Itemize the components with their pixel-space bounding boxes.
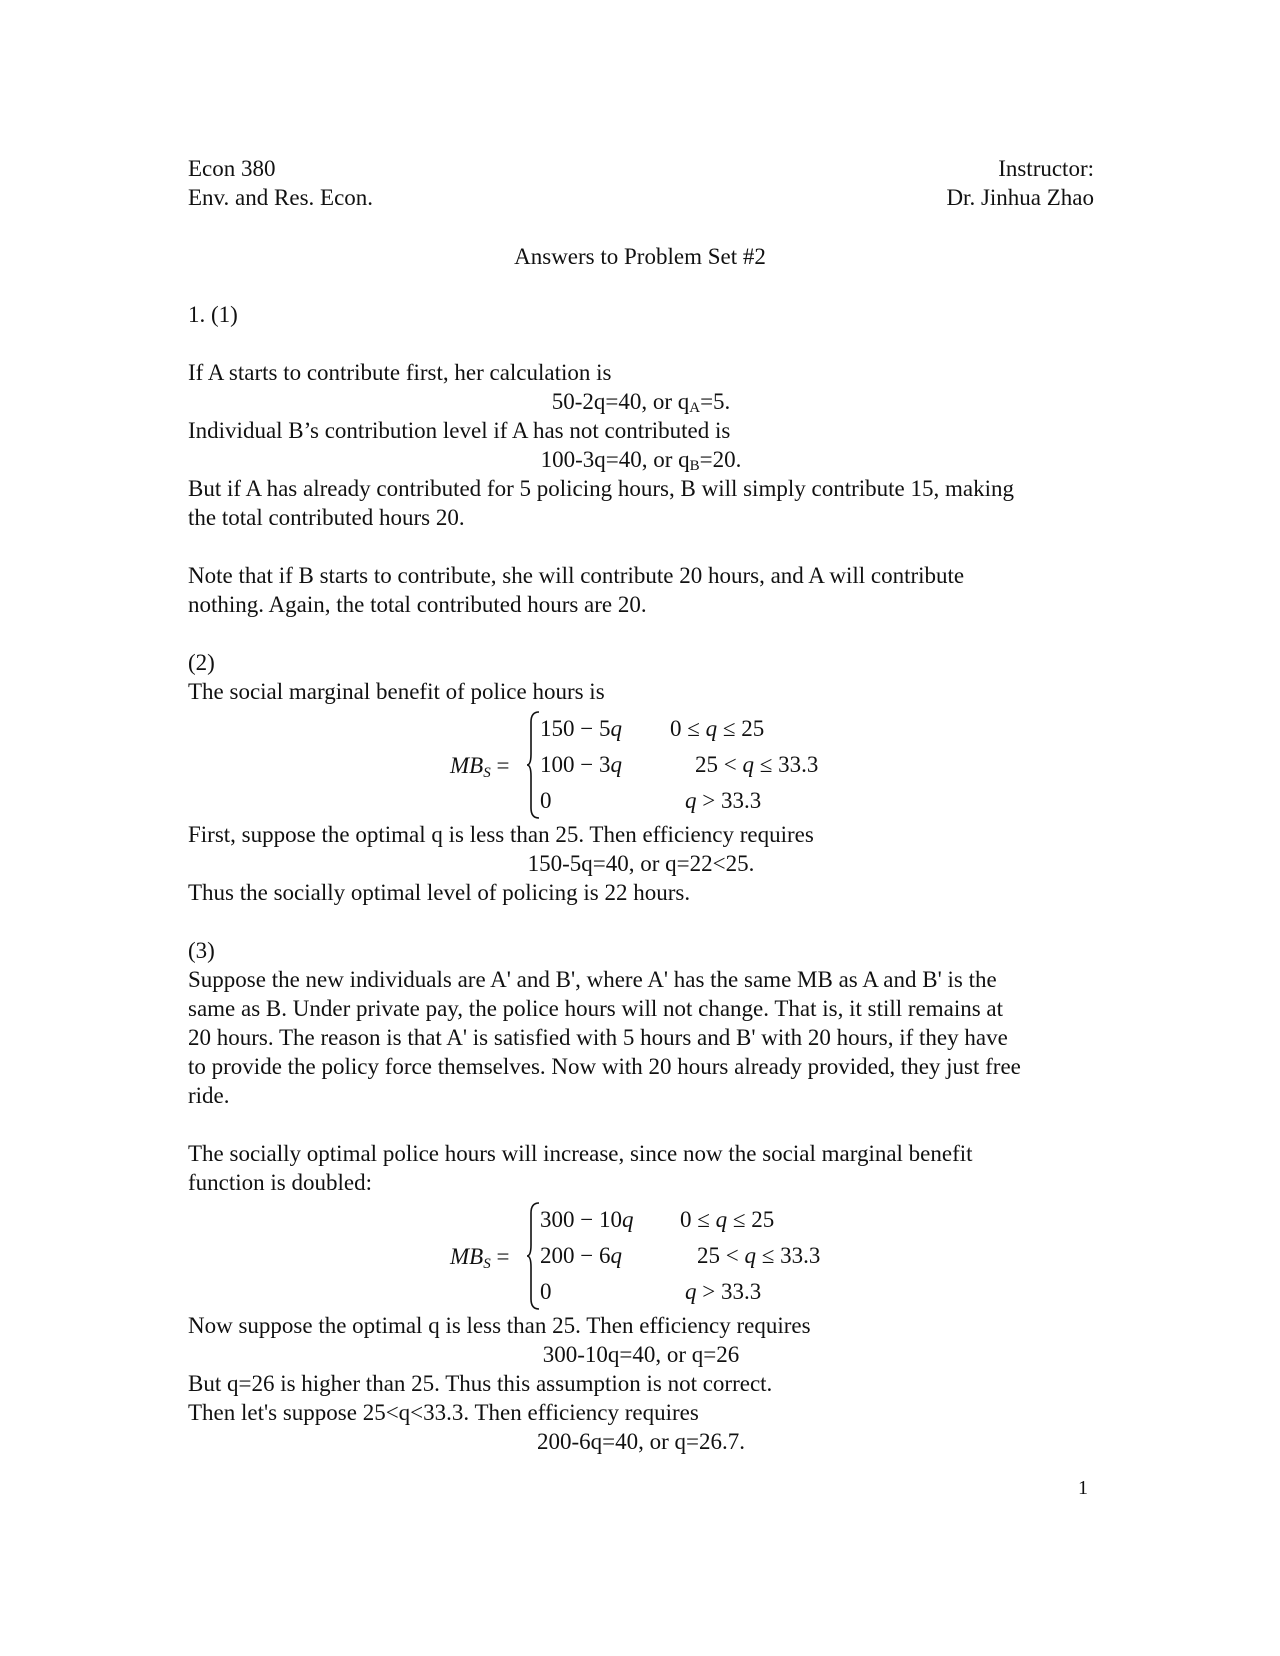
instructor-label: Instructor: (998, 156, 1094, 181)
mb2-cond-2: 25 < q ≤ 33.3 (697, 1243, 821, 1268)
p3-line3: 20 hours. The reason is that A' is satisfied with 5 hours and B' with 20 hours, if they have (188, 1025, 1008, 1050)
p3-line1: Suppose the new individuals are A' and B', where A' has the same MB as A and B' is the (188, 967, 997, 992)
eff2-intro: Now suppose the optimal q is less than 25. Then efficiency requires (188, 1313, 811, 1338)
course-code: Econ 380 (188, 156, 276, 181)
p3-line4: to provide the policy force themselves. Now with 20 hours already provided, they just free (188, 1054, 1021, 1079)
p3-line5: ride. (188, 1083, 230, 1108)
instructor-info (946, 154, 1094, 212)
page-title: Answers to Problem Set #2 (514, 244, 766, 269)
mb1-cond-2: 25 < q ≤ 33.3 (695, 752, 819, 777)
left-brace-icon (526, 710, 540, 820)
eff2-line2: Then let's suppose 25<q<33.3. Then efficiency requires (188, 1400, 699, 1425)
a-intro: If A starts to contribute first, her calculation is (188, 360, 612, 385)
course-subtitle: Env. and Res. Econ. (188, 185, 374, 210)
mb2-expr-3: 0 (540, 1279, 552, 1304)
mb2-cond-3: q > 33.3 (685, 1279, 762, 1304)
mb1-expr-1: 150 − 5q (540, 716, 622, 741)
eff1-conclusion: Thus the socially optimal level of policing is 22 hours. (188, 880, 691, 905)
b-intro: Individual B’s contribution level if A has not contributed is (188, 418, 731, 443)
p3-line2: same as B. Under private pay, the police hours will not change. That is, it still remains at (188, 996, 1004, 1021)
mb-piecewise-equation-1 (188, 712, 1094, 820)
course-info (188, 154, 373, 212)
mb1-cond-1: 0 ≤ q ≤ 25 (670, 716, 765, 741)
mb1-expr-2: 100 − 3q (540, 752, 622, 777)
instructor-name: Dr. Jinhua Zhao (946, 185, 1094, 210)
part3-label: (3) (188, 938, 215, 963)
note-line1: Note that if B starts to contribute, she will contribute 20 hours, and A will contribute (188, 563, 965, 588)
document-body (188, 300, 1094, 1456)
a-equation: 50-2q=40, or $q_A=5$. (551, 389, 731, 416)
para1-line1: But if A has already contributed for 5 policing hours, B will simply contribute 15, making (188, 476, 1014, 501)
eff1-equation: 150-5q=40, or q=22<25. (527, 851, 755, 876)
mb2-cond-1: 0 ≤ q ≤ 25 (680, 1207, 775, 1232)
mb2-expr-1: 300 − 10q (540, 1207, 634, 1232)
page-number: 1 (1078, 1477, 1088, 1499)
b-equation: 100-3q=40, or $q_B=20$. (540, 447, 742, 474)
p4-line1: The socially optimal police hours will increase, since now the social marginal benefit (188, 1141, 973, 1166)
left-brace-icon (526, 1201, 540, 1311)
mb1-cond-3: q > 33.3 (685, 788, 762, 813)
note-line2: nothing. Again, the total contributed hours are 20. (188, 592, 647, 617)
eff1-intro: First, suppose the optimal q is less than 25. Then efficiency requires (188, 822, 814, 847)
mb-lhs: MBS = (450, 753, 510, 781)
mb1-expr-3: 0 (540, 788, 552, 813)
part1-label: 1. (1) (188, 302, 238, 327)
mb-piecewise-equation-2 (188, 1203, 1094, 1311)
part2-label: (2) (188, 650, 215, 675)
p4-line2: function is doubled: (188, 1170, 372, 1195)
mb2-expr-2: 200 − 6q (540, 1243, 622, 1268)
eff2-equation: 300-10q=40, or q=26 (542, 1342, 740, 1367)
para1-line2: the total contributed hours 20. (188, 505, 465, 530)
mb2-lhs: MBS = (450, 1244, 510, 1272)
eff2-line1: But q=26 is higher than 25. Thus this assumption is not correct. (188, 1371, 773, 1396)
mb-intro: The social marginal benefit of police hours is (188, 679, 605, 704)
eff3-equation: 200-6q=40, or q=26.7. (536, 1429, 745, 1454)
